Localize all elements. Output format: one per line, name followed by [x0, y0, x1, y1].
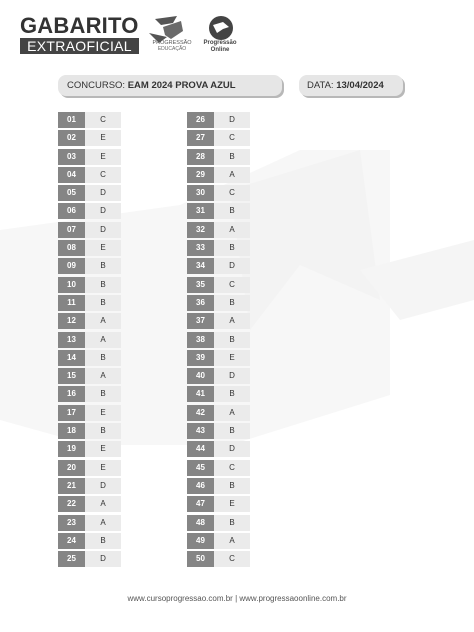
answer-letter: B	[214, 332, 250, 348]
question-number: 10	[58, 277, 85, 293]
question-number: 32	[187, 222, 214, 238]
answer-letter: B	[85, 277, 121, 293]
answer-letter: B	[214, 240, 250, 256]
question-number: 35	[187, 277, 214, 293]
question-number: 09	[58, 258, 85, 274]
answer-letter: C	[214, 277, 250, 293]
answer-letter: B	[85, 350, 121, 366]
answer-letter: B	[85, 423, 121, 439]
question-number: 21	[58, 478, 85, 494]
question-number: 03	[58, 149, 85, 165]
answer-letter: B	[85, 533, 121, 549]
question-number: 39	[187, 350, 214, 366]
answer-letter: E	[214, 496, 250, 512]
question-number: 01	[58, 112, 85, 128]
answer-letter: E	[85, 240, 121, 256]
question-number: 06	[58, 203, 85, 219]
footer-websites: www.cursoprogressao.com.br | www.progressaoonline.com.br	[127, 594, 347, 603]
answer-letter: A	[85, 332, 121, 348]
question-number: 50	[187, 551, 214, 567]
question-number: 44	[187, 441, 214, 457]
question-number: 24	[58, 533, 85, 549]
answer-letter: B	[214, 203, 250, 219]
progressao-online-line1: Progressão	[203, 40, 237, 46]
progressao-educacao-logo-icon	[143, 13, 201, 59]
question-number: 13	[58, 332, 85, 348]
question-number: 16	[58, 386, 85, 402]
answer-letter: C	[85, 112, 121, 128]
question-number: 27	[187, 130, 214, 146]
question-number: 41	[187, 386, 214, 402]
question-number: 11	[58, 295, 85, 311]
question-number: 46	[187, 478, 214, 494]
answer-letter: B	[85, 258, 121, 274]
answer-letter: B	[214, 295, 250, 311]
question-number: 19	[58, 441, 85, 457]
answer-letter: B	[214, 515, 250, 531]
answer-letter: D	[214, 112, 250, 128]
progressao-logo-name: PROGRESSÃO	[152, 40, 192, 46]
question-number: 25	[58, 551, 85, 567]
answer-letter: B	[214, 423, 250, 439]
answer-letter: C	[214, 551, 250, 567]
question-number: 42	[187, 405, 214, 421]
brand-subtitle: EXTRAOFICIAL	[20, 38, 139, 54]
question-number: 37	[187, 313, 214, 329]
answer-letter: D	[85, 478, 121, 494]
question-number: 47	[187, 496, 214, 512]
answer-letter: A	[85, 496, 121, 512]
date-value: 13/04/2024	[336, 80, 384, 91]
answer-letter: E	[85, 149, 121, 165]
question-number: 04	[58, 167, 85, 183]
question-number: 40	[187, 368, 214, 384]
question-number: 05	[58, 185, 85, 201]
answer-letter: B	[214, 478, 250, 494]
question-number: 43	[187, 423, 214, 439]
progressao-online-line2: Online	[210, 47, 230, 53]
question-number: 12	[58, 313, 85, 329]
question-number: 26	[187, 112, 214, 128]
question-number: 33	[187, 240, 214, 256]
question-number: 08	[58, 240, 85, 256]
question-number: 07	[58, 222, 85, 238]
question-number: 31	[187, 203, 214, 219]
answer-letter: D	[85, 551, 121, 567]
answer-letter: C	[85, 167, 121, 183]
answer-letter: A	[214, 313, 250, 329]
date-box	[299, 75, 403, 96]
question-number: 23	[58, 515, 85, 531]
answer-letter: E	[85, 441, 121, 457]
question-number: 34	[187, 258, 214, 274]
answer-letter: A	[214, 405, 250, 421]
question-number: 30	[187, 185, 214, 201]
date-label: DATA:	[307, 80, 334, 91]
question-number: 38	[187, 332, 214, 348]
question-number: 17	[58, 405, 85, 421]
answer-letter: B	[214, 386, 250, 402]
answer-letter: A	[214, 222, 250, 238]
question-number: 14	[58, 350, 85, 366]
answer-letter: E	[85, 460, 121, 476]
progressao-online-logo-icon	[201, 15, 241, 43]
answer-letter: D	[85, 222, 121, 238]
question-number: 29	[187, 167, 214, 183]
question-number: 45	[187, 460, 214, 476]
concurso-value: EAM 2024 PROVA AZUL	[127, 80, 236, 91]
question-number: 15	[58, 368, 85, 384]
answer-letter: B	[214, 149, 250, 165]
answer-letter: C	[214, 185, 250, 201]
question-number: 02	[58, 130, 85, 146]
question-number: 49	[187, 533, 214, 549]
answer-letter: A	[214, 167, 250, 183]
brand-title: GABARITO	[20, 13, 139, 38]
answer-letter: B	[85, 295, 121, 311]
answer-letter: D	[214, 258, 250, 274]
answer-letter: E	[85, 405, 121, 421]
concurso-box	[58, 75, 282, 96]
question-number: 36	[187, 295, 214, 311]
concurso-label: CONCURSO:	[67, 80, 126, 91]
question-number: 20	[58, 460, 85, 476]
question-number: 22	[58, 496, 85, 512]
answer-letter: D	[85, 203, 121, 219]
progressao-logo-subtitle: EDUCAÇÃO	[157, 46, 187, 52]
question-number: 28	[187, 149, 214, 165]
question-number: 18	[58, 423, 85, 439]
answer-letter: D	[85, 185, 121, 201]
answer-letter: C	[214, 130, 250, 146]
answer-letter: D	[214, 368, 250, 384]
answer-letter: A	[85, 368, 121, 384]
answer-letter: B	[85, 386, 121, 402]
answer-letter: C	[214, 460, 250, 476]
answer-letter: A	[214, 533, 250, 549]
answer-letter: E	[214, 350, 250, 366]
answer-letter: E	[85, 130, 121, 146]
answer-letter: D	[214, 441, 250, 457]
answer-letter: A	[85, 313, 121, 329]
question-number: 48	[187, 515, 214, 531]
answer-letter: A	[85, 515, 121, 531]
